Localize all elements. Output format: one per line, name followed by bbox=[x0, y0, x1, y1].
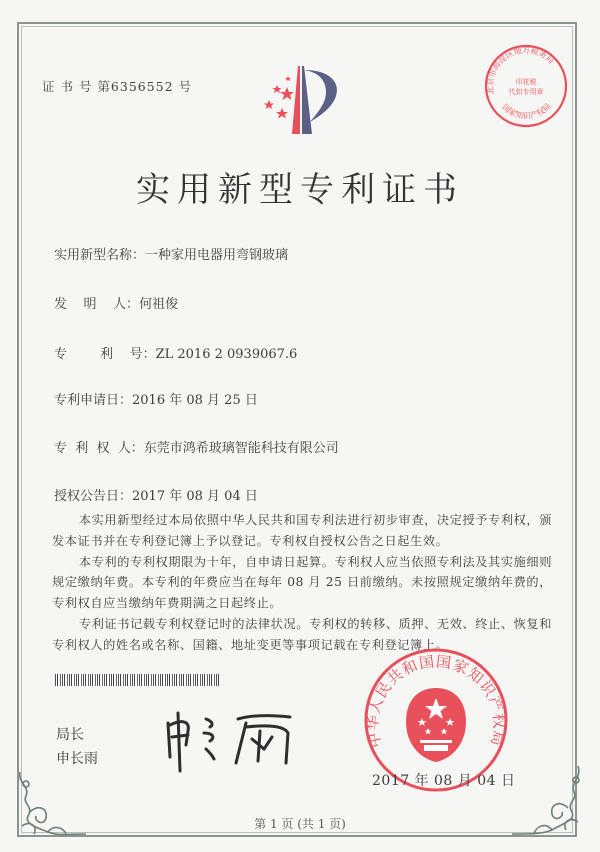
field-value: 一种家用电器用弯钢玻璃 bbox=[145, 248, 289, 263]
field-value: 东莞市鸿希玻璃智能科技有限公司 bbox=[143, 441, 339, 456]
seal-top-center-2: 代扣专用章 bbox=[508, 88, 544, 96]
seal-grant-date: 2017 年 08 月 04 日 bbox=[372, 773, 516, 789]
field-patentee bbox=[54, 437, 339, 456]
field-label: 授权公告日： bbox=[54, 489, 133, 504]
field-label: 专 利 号： bbox=[54, 347, 156, 362]
certificate-number: 证 书 号 第6356552 号 bbox=[42, 79, 193, 94]
seal-top-ring-text: 北京市海淀区地方税务局 bbox=[485, 45, 556, 95]
seal-top-center-1: 印花税 bbox=[515, 78, 537, 86]
seal-top-bottom-text: 国家知识产权局 bbox=[500, 101, 553, 121]
field-grant-date bbox=[54, 485, 258, 504]
field-label: 实用新型名称： bbox=[54, 248, 146, 263]
field-inventor bbox=[54, 293, 178, 312]
svg-text:国家知识产权局 bbox=[500, 102, 552, 121]
field-patent-number bbox=[54, 343, 297, 362]
certificate-body bbox=[52, 510, 552, 656]
ornament-bottom-right-icon bbox=[512, 764, 597, 844]
page-title: 实用新型专利证书 bbox=[136, 170, 464, 210]
field-label: 专利申请日： bbox=[54, 393, 133, 408]
cnipa-logo-icon bbox=[254, 62, 344, 142]
ornament-bottom-left-icon bbox=[8, 770, 88, 845]
stamp-duty-seal-icon bbox=[478, 36, 578, 136]
field-label: 专 利 权 人： bbox=[54, 441, 144, 456]
director-name: 申长雨 bbox=[56, 751, 98, 767]
field-value: 2016 年 08 月 25 日 bbox=[132, 393, 258, 408]
field-value: 何祖俊 bbox=[139, 297, 179, 312]
body-paragraph: 本实用新型经过本局依照中华人民共和国专利法进行初步审查，决定授予专利权，颁发本证书并在专利登记簿上予以登记。专利权自授权公告之日起生效。 bbox=[52, 513, 552, 548]
director-title: 局长 bbox=[56, 727, 84, 743]
director-signature-icon bbox=[160, 705, 300, 775]
field-utility-model-name bbox=[54, 244, 288, 263]
barcode bbox=[55, 674, 219, 686]
field-label: 发 明 人： bbox=[54, 297, 140, 312]
director-block bbox=[56, 723, 98, 771]
body-paragraph: 本专利的专利权期限为十年，自申请日起算。专利权人应当依照专利法及其实施细则规定缴纳年费。本专利的年费应当在每年 08 月 25 日前缴纳。未按照规定缴纳年费的，专利权自应当缴纳年费期满之日起终止。 bbox=[52, 554, 552, 611]
page-number: 第 1 页 (共 1 页) bbox=[254, 817, 346, 831]
body-paragraph: 专利证书记载专利权登记时的法律状况。专利权的转移、质押、无效、终止、恢复和专利权人的姓名或名称、国籍、地址变更等事项记载在专利登记簿上。 bbox=[52, 616, 552, 652]
field-value: ZL 2016 2 0939067.6 bbox=[155, 347, 298, 362]
field-value: 2017 年 08 月 04 日 bbox=[132, 489, 258, 504]
field-application-date bbox=[54, 389, 258, 408]
seal-bottom-ring-text: 中华人民共和国国家知识产权局 bbox=[363, 652, 509, 750]
